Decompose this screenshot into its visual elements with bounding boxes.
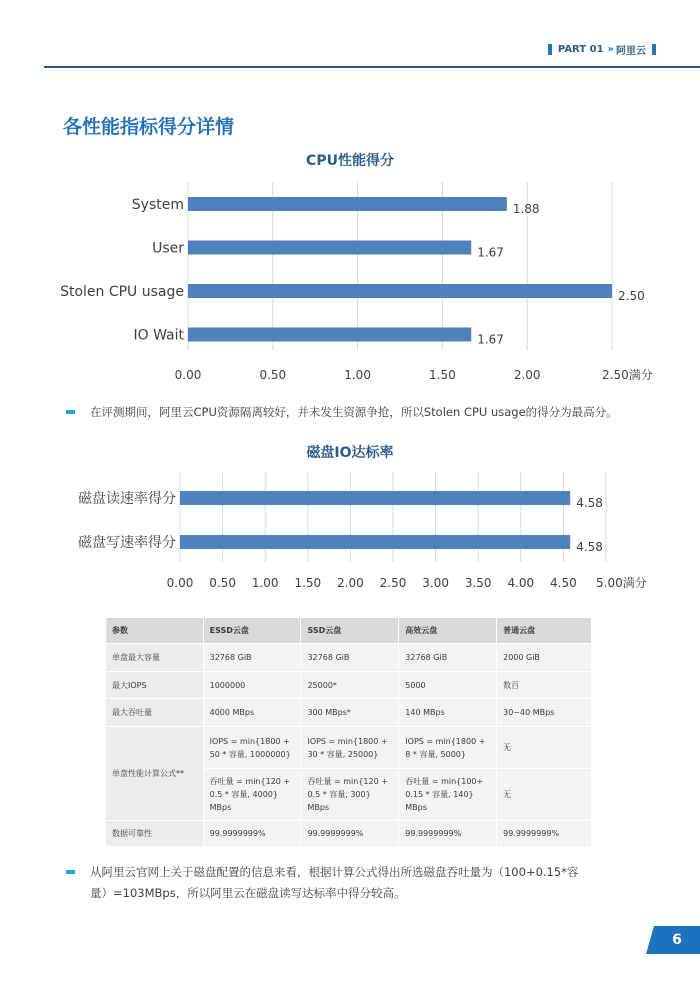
io-chart [0, 470, 700, 600]
table-row [106, 821, 592, 847]
note-cpu [66, 402, 618, 423]
header-part-label [542, 42, 662, 57]
table-cell: 2000 GiB [497, 644, 592, 672]
data-label: 2.50 [618, 289, 645, 303]
data-label: 4.58 [576, 496, 603, 510]
bullet-dash-icon [66, 410, 75, 414]
cpu-chart-title: CPU性能得分 [306, 153, 394, 169]
data-label: 1.67 [477, 245, 504, 260]
table-cell: IOPS = min{1800 + 8 * 容量, 5000} [399, 727, 497, 769]
table-cell: IOPS = min{1800 + 50 * 容量, 1000000} [203, 727, 301, 769]
category-label: Stolen CPU usage [60, 284, 184, 300]
note-disk [66, 862, 578, 904]
x-tick-label: 1.50 [294, 576, 322, 590]
x-tick-label: 0.50 [209, 576, 236, 590]
table-row [106, 699, 592, 727]
table-cell: 吞吐量 = min{100+ 0.15 * 容量, 140} MBps [399, 769, 497, 821]
note-disk-line1: 从阿里云官网上关于磁盘配置的信息来看，根据计算公式得出所选磁盘吞吐量为（100+0.15*容 [90, 865, 579, 879]
x-tick-label: 1.50 [429, 368, 456, 382]
note-cpu-text: 在评测期间，阿里云CPU资源隔离较好，并未发生资源争抢，所以Stolen CPU usage的得分为最高分。 [90, 405, 618, 419]
bar [188, 328, 471, 342]
category-label: System [131, 197, 184, 213]
header-bar-right [652, 44, 656, 55]
x-tick-label: 4.50 [550, 576, 577, 590]
table-cell: 最大吞吐量 [106, 699, 204, 727]
table-cell: 99.9999999% [497, 821, 592, 847]
bullet-dash-icon [66, 870, 75, 874]
table-row [106, 644, 592, 672]
table-cell: 32768 GiB [203, 644, 301, 672]
table-cell: 5000 [399, 672, 497, 699]
table-cell: 无 [497, 727, 592, 769]
table-header-cell: SSD云盘 [301, 618, 399, 644]
x-tick-label: 3.00 [422, 576, 449, 590]
table-header-row [106, 618, 592, 644]
company-label: 阿里云 [616, 46, 646, 57]
x-tick-label: 1.00 [344, 368, 371, 382]
table-cell: 4000 MBps [203, 699, 301, 727]
table-cell: 32768 GiB [301, 644, 399, 672]
data-label: 1.67 [477, 332, 504, 347]
data-label: 1.88 [512, 202, 540, 216]
header-bar-left [548, 44, 552, 55]
x-tick-label: 0.00 [166, 576, 194, 590]
table-cell: 32768 GiB [399, 644, 497, 672]
table-cell: 30~40 MBps [497, 699, 592, 727]
table-cell: 140 MBps [399, 699, 497, 727]
category-label: 磁盘写速率得分 [78, 535, 176, 551]
bar [180, 535, 570, 549]
table-header-cell: ESSD云盘 [203, 618, 301, 644]
chevron-right-icon: » [607, 44, 612, 55]
x-tick-label: 0.00 [174, 368, 202, 382]
bar [188, 197, 507, 211]
table-header-cell: 普通云盘 [497, 618, 592, 644]
page-number: 6 [654, 926, 700, 954]
table-cell: 吞吐量 = min{120 + 0.5 * 容量, 4000} MBps [203, 769, 301, 821]
bar [188, 241, 471, 255]
part-label: PART 01 [557, 44, 604, 55]
x-tick-label: 2.50满分 [602, 368, 653, 382]
page-number-tab [646, 926, 654, 954]
x-tick-label: 2.00 [513, 368, 541, 382]
table-header-cell: 高效云盘 [399, 618, 497, 644]
table-cell: 99.9999999% [203, 821, 301, 847]
table-cell: 数百 [497, 672, 592, 699]
section-title: 各性能指标得分详情 [63, 116, 235, 138]
table-cell: 25000* [301, 672, 399, 699]
x-tick-label: 5.00满分 [596, 576, 647, 590]
x-tick-label: 0.50 [259, 368, 287, 382]
table-cell: 99.9999999% [399, 821, 497, 847]
table-cell: IOPS = min{1800 + 30 * 容量, 25000} [301, 727, 399, 769]
table-cell: 1000000 [203, 672, 301, 699]
table-cell: 无 [497, 769, 592, 821]
bar [188, 284, 612, 298]
x-tick-label: 1.00 [251, 576, 279, 590]
data-label: 4.58 [576, 540, 603, 554]
header-rule [44, 66, 700, 68]
table-cell: 最大IOPS [106, 672, 204, 699]
x-tick-label: 4.00 [507, 576, 535, 590]
x-tick-label: 3.50 [464, 576, 492, 590]
table-cell: 99.9999999% [301, 821, 399, 847]
x-tick-label: 2.00 [337, 576, 364, 590]
note-disk-line2: 量）=103MBps，所以阿里云在磁盘读写达标率中得分较高。 [90, 886, 406, 900]
table-row [106, 727, 592, 769]
disk-spec-table [105, 617, 592, 847]
category-label: IO Wait [133, 327, 184, 344]
category-label: User [152, 240, 184, 257]
bar [180, 491, 570, 505]
io-chart-title: 磁盘IO达标率 [306, 445, 394, 461]
table-cell: 单盘最大容量 [106, 644, 204, 672]
table-header-cell: 参数 [106, 618, 204, 644]
table-cell: 300 MBps* [301, 699, 399, 727]
table-cell: 单盘性能计算公式** [106, 727, 204, 821]
table-cell: 数据可靠性 [106, 821, 204, 847]
cpu-chart [0, 180, 700, 390]
table-row [106, 672, 592, 699]
category-label: 磁盘读速率得分 [78, 491, 176, 507]
x-tick-label: 2.50 [379, 576, 407, 590]
table-cell: 吞吐量 = min{120 + 0.5 * 容量, 300} MBps [301, 769, 399, 821]
